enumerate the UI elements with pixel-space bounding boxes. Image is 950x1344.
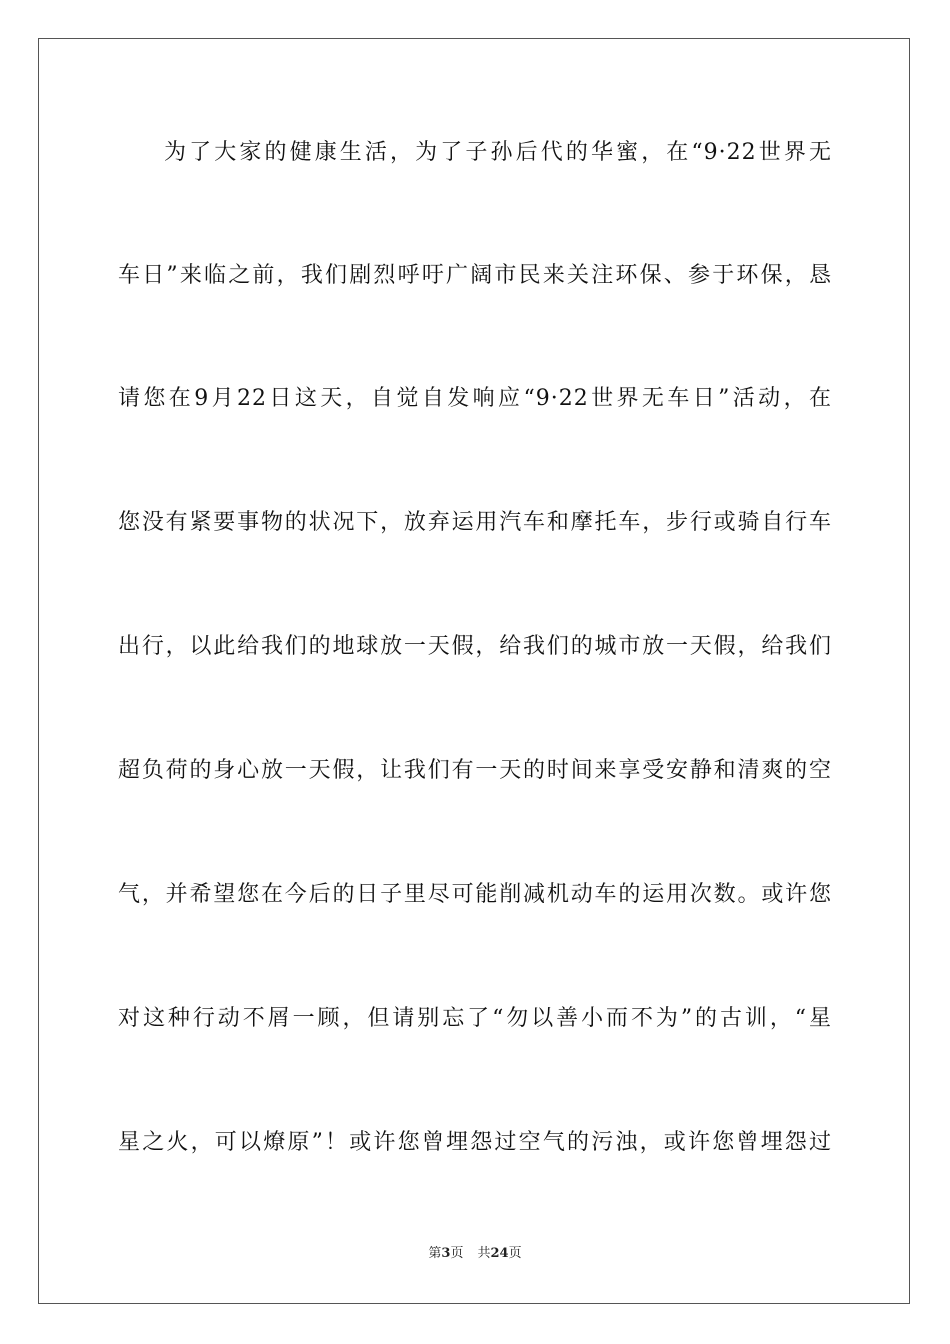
total-pages: 24 — [490, 1246, 509, 1261]
paragraph-line-6: 超负荷的身心放一天假，让我们有一天的时间来享受安静和清爽的空 — [118, 758, 832, 783]
paragraph-line-1: 为了大家的健康生活，为了子孙后代的华蜜，在“9·22世界无 — [164, 140, 832, 165]
page-footer — [0, 1246, 950, 1262]
paragraph-line-3: 请您在9月22日这天，自觉自发响应“9·22世界无车日”活动，在 — [118, 386, 832, 411]
paragraph-line-4: 您没有紧要事物的状况下，放弃运用汽车和摩托车，步行或骑自行车 — [118, 510, 832, 535]
paragraph-line-8: 对这种行动不屑一顾，但请别忘了“勿以善小而不为”的古训，“星 — [118, 1006, 832, 1031]
page-number: 3 — [441, 1246, 451, 1261]
page-prefix: 第 — [428, 1246, 442, 1261]
paragraph-line-2: 车日”来临之前，我们剧烈呼吁广阔市民来关注环保、参于环保，恳 — [118, 263, 832, 288]
paragraph-line-9: 星之火，可以燎原”！或许您曾埋怨过空气的污浊，或许您曾埋怨过 — [118, 1130, 832, 1155]
paragraph-line-5: 出行，以此给我们的地球放一天假，给我们的城市放一天假，给我们 — [118, 634, 832, 659]
total-suffix: 页 — [508, 1246, 522, 1261]
total-prefix: 共 — [477, 1246, 491, 1261]
paragraph-line-7: 气，并希望您在今后的日子里尽可能削减机动车的运用次数。或许您 — [118, 882, 832, 907]
page-suffix: 页 — [450, 1246, 464, 1261]
page-frame — [38, 38, 910, 1304]
